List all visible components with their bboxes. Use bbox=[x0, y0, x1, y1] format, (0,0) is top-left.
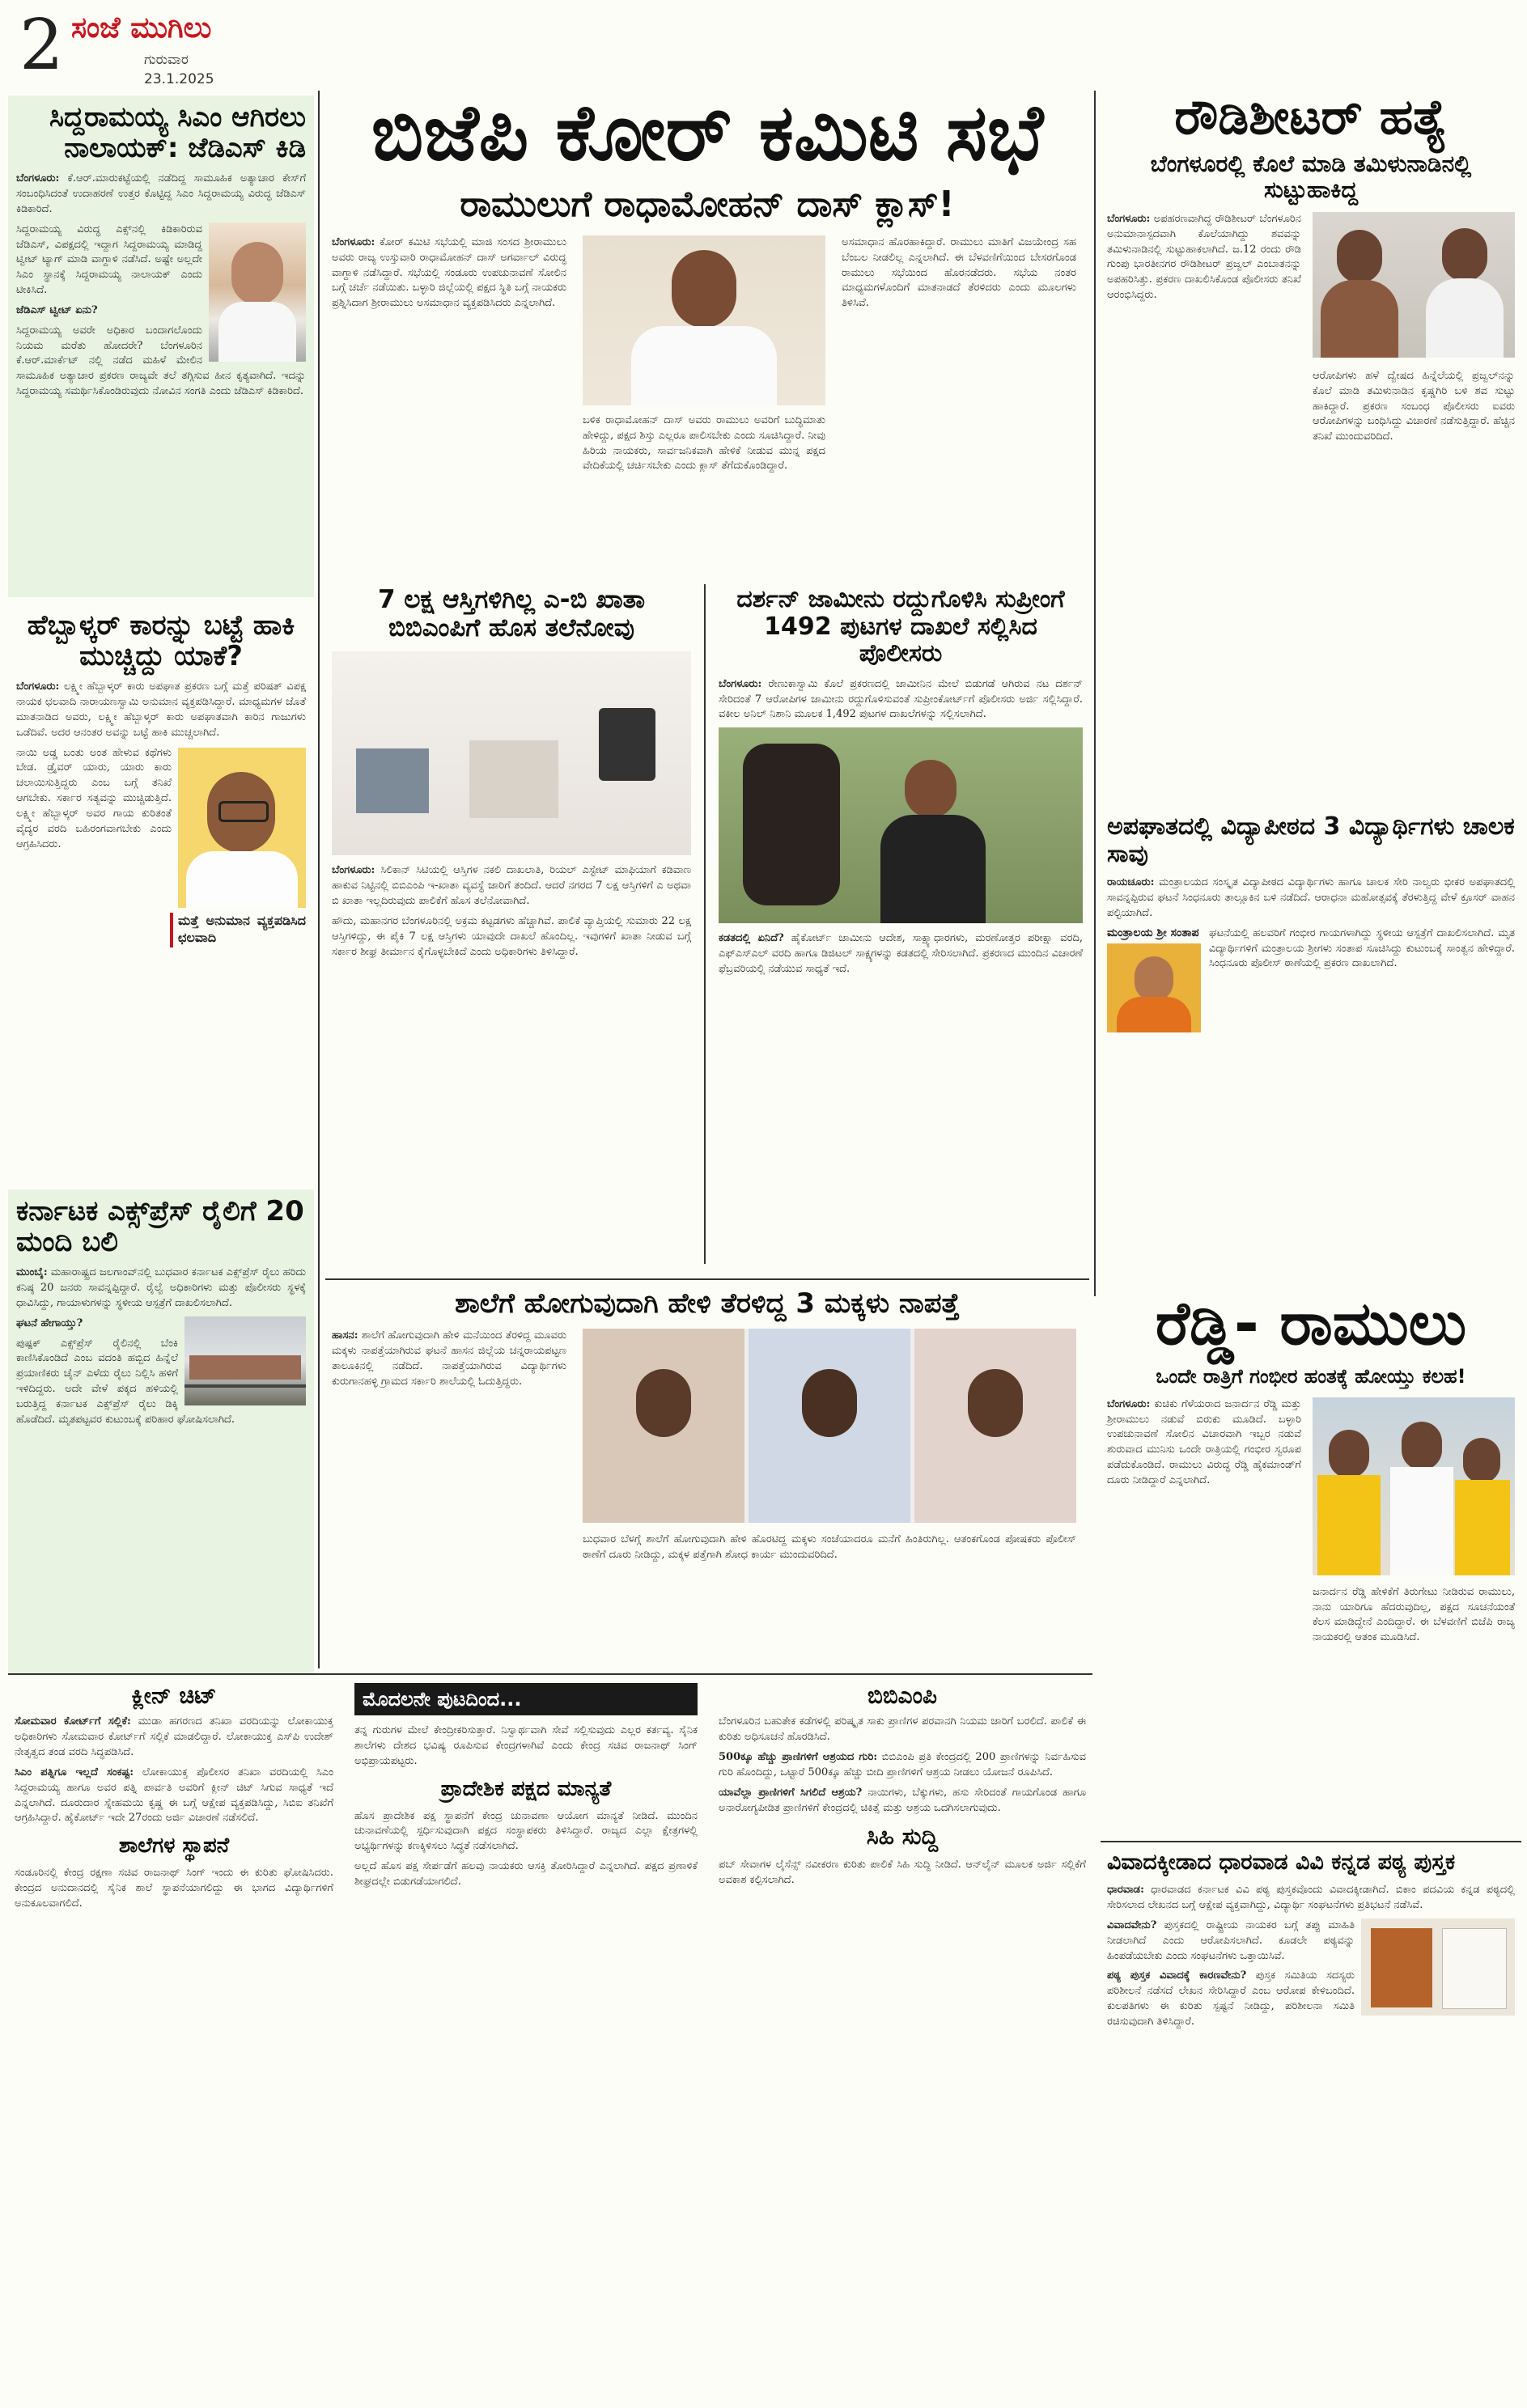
headline: ಸಿದ್ದರಾಮಯ್ಯ ಸಿಎಂ ಆಗಿರಲು ನಾಲಾಯಕ್: ಜೆಡಿಎಸ್ ಕಿಡಿ bbox=[49, 101, 306, 165]
siddaramaiah-photo bbox=[209, 223, 306, 362]
headline: ಕರ್ನಾಟಕ ಎಕ್ಸ್‌ಪ್ರೆಸ್ ರೈಲಿಗೆ 20 ಮಂದಿ ಬಲಿ bbox=[16, 1195, 304, 1259]
story-siddaramaiah bbox=[8, 95, 314, 597]
story-rowdy: ರೌಡಿಶೀಟರ್ ಹತ್ಯೆ ಬೆಂಗಳೂರಲ್ಲಿ ಕೊಲೆ ಮಾಡಿ ತಮಿಳುನಾಡಿನಲ್ಲಿ ಸುಟ್ಟುಹಾಕಿದ್ದ ಬೆಂಗಳೂರು: ಅಪಹರಣವಾಗಿದ್ದ ರೌಡಿಶೀಟರ್ ಬೆಂಗಳೂರಿನ ಅನುಮಾನಾಸ್ಪದವಾಗಿ ಕೊಲೆಯಾಗಿದ್ದು ಶವವನ್ನು ತಮಿಳುನಾಡಿನಲ್ಲಿ ಸುಟ್ಟುಹಾಕಲಾಗಿದೆ. ಜ.12 ರಂದು ರೌಡಿ ಗುಂಪು ಭಾರತೀನಗರ ರೌಡಿಶೀಟರ್ ಪ್ರಜ್ವಲ್ ಎಂಬಾತನನ್ನು ಅಪಹರಿಸಿತ್ತು. ಪ್ರಕರಣ ದಾಖಲಿಸಿಕೊಂಡ ಪೊಲೀಸರು ತನಿಖೆ ಆರಂಭಿಸಿದ್ದರು. ಆರೋಪಿಗಳು ಹಳೆ ದ್ವೇಷದ ಹಿನ್ನೆಲೆಯಲ್ಲಿ ಪ್ರಜ್ವಲ್‌ನನ್ನು ಕೊಲೆ ಮಾಡಿ ತಮಿಳುನಾಡಿನ ಕೃಷ್ಣಗಿರಿ ಬಳಿ ಶವ ಸುಟ್ಟು ಹಾಕಿದ್ದಾರೆ. ಪ್ರಕರಣ ಸಂಬಂಧ ಪೊಲೀಸರು ಐವರು ಆರೋಪಿಗಳನ್ನು ಬಂಧಿಸಿದ್ದು ವಿಚಾರಣೆ ನಡೆಸುತ್ತಿದ್ದಾರೆ. ಹೆಚ್ಚಿನ ತನಿಖೆ ಮುಂದುವರಿದಿದೆ. bbox=[1107, 91, 1515, 443]
story-body: ಬೆಂಗಳೂರಿನ ಬಹುತೇಕ ಕಡೆಗಳಲ್ಲಿ ಪರಿಷ್ಕೃತ ಸಾಕು ಪ್ರಾಣಿಗಳ ಪರವಾನಗಿ ನಿಯಮ ಜಾರಿಗೆ ಬರಲಿದೆ. ಪಾಲಿಕೆ ಈ ಕುರಿತು ಅಧಿಸೂಚನೆ ಹೊರಡಿಸಿದೆ. 500ಕ್ಕೂ ಹೆಚ್ಚು ಪ್ರಾಣಿಗಳಿಗೆ ಆಶ್ರಯದ ಗುರಿ: ಬಿಬಿಎಂಪಿ ಪ್ರತಿ ಕೇಂದ್ರದಲ್ಲಿ 200 ಪ್ರಾಣಿಗಳನ್ನು ನಿರ್ವಹಿಸುವ ಗುರಿ ಹೊಂದಿದ್ದು, ಒಟ್ಟಾರೆ 500ಕ್ಕೂ ಹೆಚ್ಚು ಬೀದಿ ಪ್ರಾಣಿಗಳಿಗೆ ಆಶ್ರಯ ನೀಡಲು ಯೋಜನೆ ರೂಪಿಸಿದೆ. ಯಾವೆಲ್ಲಾ ಪ್ರಾಣಿಗಳಿಗೆ ಸಿಗಲಿದೆ ಆಶ್ರಯ? ನಾಯಿಗಳು, ಬೆಕ್ಕುಗಳು, ಹಸು ಸೇರಿದಂತೆ ಗಾಯಗೊಂಡ ಹಾಗೂ ಅನಾರೋಗ್ಯಪೀಡಿತ ಪ್ರಾಣಿಗಳಿಗೆ ಕೇಂದ್ರದಲ್ಲಿ ಚಿಕಿತ್ಸೆ ಮತ್ತು ಆಶ್ರಯ ಒದಗಿಸಲಾಗುವುದು. ಸಿಹಿ ಸುದ್ದಿ ಪಬ್ ಸೇವಾಗಳ ಲೈಸೆನ್ಸ್ ನವೀಕರಣ ಕುರಿತು ಪಾಲಿಕೆ ಸಿಹಿ ಸುದ್ದಿ ನೀಡಿದೆ. ಆನ್‌ಲೈನ್ ಮೂಲಕ ಅರ್ಜಿ ಸಲ್ಲಿಕೆಗೆ ಅವಕಾಶ ಕಲ್ಪಿಸಲಾಗಿದೆ. bbox=[719, 1715, 1087, 1886]
swamiji-photo bbox=[1107, 943, 1201, 1032]
story-continued bbox=[348, 1683, 704, 2403]
callout: ಮತ್ತೆ ಅನುಮಾನ ವ್ಯಕ್ತಪಡಿಸಿದ ಛಲವಾದಿ bbox=[170, 913, 306, 948]
inset-box: ಮಂತ್ರಾಲಯ ಶ್ರೀ ಸಂತಾಪ bbox=[1107, 926, 1201, 1033]
property-photo bbox=[332, 651, 691, 855]
train-photo bbox=[185, 1316, 306, 1405]
rule-right bbox=[1094, 91, 1096, 1296]
subhead: ರಾಮುಲುಗೆ ರಾಧಾಮೋಹನ್ ದಾಸ್ ಕ್ಲಾಸ್! bbox=[460, 183, 955, 225]
story-bbmp-continued bbox=[712, 1683, 1092, 2403]
darshan-photo bbox=[719, 727, 1083, 923]
headline: ಶಾಲೆಗೆ ಹೋಗುವುದಾಗಿ ಹೇಳಿ ತೆರಳಿದ್ದ 3 ಮಕ್ಕಳು ನಾಪತ್ತೆ bbox=[455, 1287, 960, 1320]
sriramulu-photo bbox=[583, 235, 825, 405]
rowdy-photo bbox=[1313, 212, 1515, 358]
story-bjp-core: ಬಿಜೆಪಿ ಕೋರ್ ಕಮಿಟಿ ಸಭೆ ರಾಮುಲುಗೆ ರಾಧಾಮೋಹನ್ ದಾಸ್ ಕ್ಲಾಸ್! ಬೆಂಗಳೂರು: ಕೋರ್ ಕಮಿಟಿ ಸಭೆಯಲ್ಲಿ ಮಾಜಿ ಸಂಸದ ಶ್ರೀರಾಮುಲು ಅವರು ರಾಜ್ಯ ಉಸ್ತುವಾರಿ ರಾಧಾಮೋಹನ್ ದಾಸ್ ಅಗರ್ವಾಲ್ ವಿರುದ್ಧ ವಾಗ್ದಾಳಿ ನಡೆಸಿದ್ದಾರೆ. ಸಭೆಯಲ್ಲಿ ಸಂಡೂರು ಉಪಚುನಾವಣೆ ಸೋಲಿನ ಬಗ್ಗೆ ಚರ್ಚೆ ನಡೆಯಿತು. ಬಳ್ಳಾರಿ ಜಿಲ್ಲೆಯಲ್ಲಿ ಪಕ್ಷದ ಸ್ಥಿತಿ ಬಗ್ಗೆ ನಾಯಕರು ಪ್ರಶ್ನಿಸಿದಾಗ ಶ್ರೀರಾಮುಲು ಅಸಮಾಧಾನ ವ್ಯಕ್ತಪಡಿಸಿದರು ಎನ್ನಲಾಗಿದೆ. ಬಳಿಕ ರಾಧಾಮೋಹನ್ ದಾಸ್ ಅವರು ರಾಮುಲು ಅವರಿಗೆ ಬುದ್ಧಿಮಾತು ಹೇಳಿದ್ದು, ಪಕ್ಷದ ಶಿಸ್ತು ಎಲ್ಲರೂ ಪಾಲಿಸಬೇಕು ಎಂದು ಸೂಚಿಸಿದ್ದಾರೆ. ನೀವು ಹಿರಿಯ ನಾಯಕರು, ಸಾರ್ವಜನಿಕವಾಗಿ ಹೇಳಿಕೆ ನೀಡುವ ಮುನ್ನ ಪಕ್ಷದ ವೇದಿಕೆಯಲ್ಲಿ ಚರ್ಚಿಸಬೇಕು ಎಂದು ಕ್ಲಾಸ್ ತೆಗೆದುಕೊಂಡಿದ್ದಾರೆ. ಅಸಮಾಧಾನ ಹೊರಹಾಕಿದ್ದಾರೆ. ರಾಮುಲು ಮಾತಿಗೆ ವಿಜಯೇಂದ್ರ ಸಹ ಬೆಂಬಲ ನೀಡಲಿಲ್ಲ ಎನ್ನಲಾಗಿದೆ. ಈ ಬೆಳವಣಿಗೆಯಿಂದ ಬೇಸರಗೊಂಡ ರಾಮುಲು ಸಭೆಯಿಂದ ಹೊರನಡೆದರು. ಸಭೆಯ ನಂತರ ಮಾಧ್ಯಮಗಳೊಂದಿಗೆ ಮಾತನಾಡದೆ ತೆರಳಿದರು ಎಂದು ಮೂಲಗಳು ತಿಳಿಸಿವೆ. bbox=[325, 91, 1089, 576]
headline: ವಿವಾದಕ್ಕೀಡಾದ ಧಾರವಾಡ ವಿವಿ ಕನ್ನಡ ಪಠ್ಯ ಪುಸ್ತಕ bbox=[1107, 1850, 1456, 1875]
page-number: 2 bbox=[19, 6, 64, 86]
textbook-photo bbox=[1361, 1918, 1515, 2016]
story-body: ತನ್ನ ಗುರುಗಳ ಮೇಲೆ ಕೇಂದ್ರೀಕರಿಸುತ್ತಾರೆ. ನಿಸ್ವಾರ್ಥವಾಗಿ ಸೇವೆ ಸಲ್ಲಿಸುವುದು ಎಲ್ಲರ ಕರ್ತವ್ಯ. ಸೈನಿಕ ಶಾಲೆಗಳು ದೇಶದ ಭವಿಷ್ಯ ರೂಪಿಸುವ ಕೇಂದ್ರಗಳಾಗಿವೆ ಎಂದು ಕೇಂದ್ರ ಸಚಿವ ರಾಜನಾಥ್ ಸಿಂಗ್ ಅಭಿಪ್ರಾಯಪಟ್ಟರು. ಪ್ರಾದೇಶಿಕ ಪಕ್ಷದ ಮಾನ್ಯತೆ ಹೊಸ ಪ್ರಾದೇಶಿಕ ಪಕ್ಷ ಸ್ಥಾಪನೆಗೆ ಕೇಂದ್ರ ಚುನಾವಣಾ ಆಯೋಗ ಮಾನ್ಯತೆ ನೀಡಿದೆ. ಮುಂದಿನ ಚುನಾವಣೆಯಲ್ಲಿ ಸ್ಪರ್ಧಿಸುವುದಾಗಿ ಪಕ್ಷದ ಸಂಸ್ಥಾಪಕರು ತಿಳಿಸಿದ್ದಾರೆ. ರಾಜ್ಯದ ಎಲ್ಲಾ ಕ್ಷೇತ್ರಗಳಲ್ಲಿ ಅಭ್ಯರ್ಥಿಗಳನ್ನು ಕಣಕ್ಕಿಳಿಸಲು ಸಿದ್ಧತೆ ನಡೆಸಲಾಗಿದೆ. ಅಲ್ಲದೆ ಹೊಸ ಪಕ್ಷ ಸೇರ್ಪಡೆಗೆ ಹಲವು ನಾಯಕರು ಆಸಕ್ತಿ ತೋರಿಸಿದ್ದಾರೆ ಎನ್ನಲಾಗಿದೆ. ಪಕ್ಷದ ಪ್ರಣಾಳಿಕೆ ಶೀಘ್ರದಲ್ಲೇ ಬಿಡುಗಡೆಯಾಗಲಿದೆ. bbox=[354, 1724, 698, 1889]
story-body: ಬೆಂಗಳೂರು: ಲಕ್ಷ್ಮೀ ಹೆಬ್ಬಾಳ್ಕರ್ ಕಾರು ಅಪಘಾತ ಪ್ರಕರಣ ಬಗ್ಗೆ ಮತ್ತೆ ಪರಿಷತ್ ವಿಪಕ್ಷ ನಾಯಕ ಛಲವಾದಿ ನಾರಾಯಣಸ್ವಾಮಿ ಅನುಮಾನ ವ್ಯಕ್ತಪಡಿಸಿದ್ದಾರೆ. ಮಾಧ್ಯಮಗಳ ಜೊತೆ ಮಾತನಾಡಿದ ಅವರು, ಲಕ್ಷ್ಮೀ ಹೆಬ್ಬಾಳ್ಕರ್ ಕಾರು ಅಪಘಾತವಾಗಿ ಕಾರಿನ ಗಾಜುಗಳು ಒಡೆದಿವೆ. ಅದರ ಆನಂತರ ಅವನ್ನು ಬಟ್ಟೆ ಹಾಕಿ ಮುಚ್ಚಲಾಗಿದೆ. ಮತ್ತೆ ಅನುಮಾನ ವ್ಯಕ್ತಪಡಿಸಿದ ಛಲವಾದಿ ನಾಯಿ ಅಡ್ಡ ಬಂತು ಅಂತ ಹೇಳುವ ಕಥೆಗಳು ಬೇಡ. ಡ್ರೈವರ್ ಯಾರು, ಯಾರು ಕಾರು ಚಲಾಯಿಸುತ್ತಿದ್ದರು ಎಂಬ ಬಗ್ಗೆ ತನಿಖೆ ಆಗಬೇಕು. ಸರ್ಕಾರ ಸತ್ಯವನ್ನು ಮುಚ್ಚಿಡುತ್ತಿದೆ. ಲಕ್ಷ್ಮೀ ಹೆಬ್ಬಾಳ್ಕರ್ ಅವರ ಗಾಯ ಕುರಿತಂತೆ ವೈದ್ಯರ ವರದಿ ಬಹಿರಂಗವಾಗಬೇಕು ಎಂದು ಆಗ್ರಹಿಸಿದರು. bbox=[16, 680, 306, 852]
missing-kids-photos bbox=[583, 1329, 1076, 1523]
story-body: ಬೆಂಗಳೂರು: ಸಿಲಿಕಾನ್ ಸಿಟಿಯಲ್ಲಿ ಆಸ್ತಿಗಳ ನಕಲಿ ದಾಖಲಾತಿ, ರಿಯಲ್ ಎಸ್ಟೇಟ್ ಮಾಫಿಯಾಗೆ ಕಡಿವಾಣ ಹಾಕುವ ನಿಟ್ಟಿನಲ್ಲಿ ಬಿಬಿಎಂಪಿ ಇ-ಖಾತಾ ವ್ಯವಸ್ಥೆ ಜಾರಿಗೆ ತಂದಿದೆ. ಆದರೆ ನಗರದ 7 ಲಕ್ಷ ಆಸ್ತಿಗಳಿಗೆ ಎ ಅಥವಾ ಬಿ ಖಾತಾ ಇಲ್ಲದಿರುವುದು ಪಾಲಿಕೆಗೆ ಹೊಸ ತಲೆನೋವಾಗಿದೆ. ಹೌದು, ಮಹಾನಗರ ಬೆಂಗಳೂರಿನಲ್ಲಿ ಅಕ್ರಮ ಕಟ್ಟಡಗಳು ಹೆಚ್ಚಾಗಿವೆ. ಪಾಲಿಕೆ ವ್ಯಾಪ್ತಿಯಲ್ಲಿ ಸುಮಾರು 22 ಲಕ್ಷ ಆಸ್ತಿಗಳಿದ್ದು, ಈ ಪೈಕಿ 7 ಲಕ್ಷ ಆಸ್ತಿಗಳು ಯಾವುದೇ ದಾಖಲೆ ಹೊಂದಿಲ್ಲ. ಇವುಗಳಿಗೆ ಖಾತಾ ನೀಡುವ ಬಗ್ಗೆ ಸರ್ಕಾರ ಶೀಘ್ರ ತೀರ್ಮಾನ ಕೈಗೊಳ್ಳಬೇಕಿದೆ ಎಂದು ಅಧಿಕಾರಿಗಳು ತಿಳಿಸಿದ್ದಾರೆ. bbox=[332, 864, 691, 958]
story-kids-missing: ಶಾಲೆಗೆ ಹೋಗುವುದಾಗಿ ಹೇಳಿ ತೆರಳಿದ್ದ 3 ಮಕ್ಕಳು ನಾಪತ್ತೆ ಹಾಸನ: ಶಾಲೆಗೆ ಹೋಗುವುದಾಗಿ ಹೇಳಿ ಮನೆಯಿಂದ ತೆರಳಿದ್ದ ಮೂವರು ಮಕ್ಕಳು ನಾಪತ್ತೆಯಾಗಿರುವ ಘಟನೆ ಹಾಸನ ಜಿಲ್ಲೆಯ ಚನ್ನರಾಯಪಟ್ಟಣ ತಾಲೂಕಿನಲ್ಲಿ ನಡೆದಿದೆ. ನಾಪತ್ತೆಯಾಗಿರುವ ವಿದ್ಯಾರ್ಥಿಗಳು ಕುರುಗಾನಹಳ್ಳಿ ಗ್ರಾಮದ ಸರ್ಕಾರಿ ಶಾಲೆಯಲ್ಲಿ ಓದುತ್ತಿದ್ದರು. ಬುಧವಾರ ಬೆಳಗ್ಗೆ ಶಾಲೆಗೆ ಹೋಗುವುದಾಗಿ ಹೇಳಿ ಹೊರಟಿದ್ದ ಮಕ್ಕಳು ಸಂಜೆಯಾದರೂ ಮನೆಗೆ ಹಿಂತಿರುಗಿಲ್ಲ. ಆತಂಕಗೊಂಡ ಪೋಷಕರು ಪೊಲೀಸ್ ಠಾಣೆಗೆ ದೂರು ನೀಡಿದ್ದು, ಮಕ್ಕಳ ಪತ್ತೆಗಾಗಿ ಶೋಧ ಕಾರ್ಯ ಮುಂದುವರಿದಿದೆ. bbox=[325, 1278, 1089, 1667]
story-dharwad bbox=[1101, 1841, 1521, 2403]
story-body: ಬೆಂಗಳೂರು: ರೇಣುಕಾಸ್ವಾಮಿ ಕೊಲೆ ಪ್ರಕರಣದಲ್ಲಿ ಜಾಮೀನಿನ ಮೇಲೆ ಬಿಡುಗಡೆ ಆಗಿರುವ ನಟ ದರ್ಶನ್ ಸೇರಿದಂತೆ 7 ಆರೋಪಿಗಳ ಜಾಮೀನು ರದ್ದುಗೊಳಿಸುವಂತೆ ಸುಪ್ರೀಂಕೋರ್ಟ್‌ಗೆ ಪೊಲೀಸರು ಅರ್ಜಿ ಸಲ್ಲಿಸಿದ್ದಾರೆ. ವಕೀಲ ಅನಿಲ್ ನಿಶಾನಿ ಮೂಲಕ 1,492 ಪುಟಗಳ ದಾಖಲೆಗಳನ್ನು ಸಲ್ಲಿಸಲಾಗಿದೆ. bbox=[719, 677, 1083, 721]
subhead: ಬೆಂಗಳೂರಲ್ಲಿ ಕೊಲೆ ಮಾಡಿ ತಮಿಳುನಾಡಿನಲ್ಲಿ ಸುಟ್ಟುಹಾಕಿದ್ದ bbox=[1150, 150, 1472, 203]
continued-banner: ಮೊದಲನೇ ಪುಟದಿಂದ... bbox=[354, 1683, 698, 1715]
headline: ಅಪಘಾತದಲ್ಲಿ ವಿದ್ಯಾಪೀಠದ 3 ವಿದ್ಯಾರ್ಥಿಗಳು ಚಾಲಕ ಸಾವು bbox=[1107, 813, 1515, 868]
story-karnataka-express bbox=[8, 1189, 314, 1675]
story-body: ರಾಯಚೂರು: ಮಂತ್ರಾಲಯದ ಸಂಸ್ಕೃತ ವಿದ್ಯಾಪೀಠದ ವಿದ್ಯಾರ್ಥಿಗಳು ಹಾಗೂ ಚಾಲಕ ಸೇರಿ ನಾಲ್ವರು ಭೀಕರ ಅಪಘಾತದಲ್ಲಿ ಸಾವನ್ನಪ್ಪಿರುವ ಘಟನೆ ಸಿಂಧನೂರು ತಾಲ್ಲೂಕಿನ ಬಳಿ ನಡೆದಿದೆ. ಆರಾಧನಾ ಮಹೋತ್ಸವಕ್ಕೆ ತೆರಳುತ್ತಿದ್ದ ವೇಳೆ ಕ್ರೂಸರ್ ವಾಹನ ಪಲ್ಟಿಯಾಗಿದೆ. ಮಂತ್ರಾಲಯ ಶ್ರೀ ಸಂತಾಪ ಘಟನೆಯಲ್ಲಿ ಹಲವರಿಗೆ ಗಂಭೀರ ಗಾಯಗಳಾಗಿದ್ದು ಸ್ಥಳೀಯ ಆಸ್ಪತ್ರೆಗೆ ದಾಖಲಿಸಲಾಗಿದೆ. ಮೃತ ವಿದ್ಯಾರ್ಥಿಗಳಿಗೆ ಮಂತ್ರಾಲಯ ಶ್ರೀಗಳು ಸಂತಾಪ ಸೂಚಿಸಿದ್ದು ಕುಟುಂಬಕ್ಕೆ ಸಾಂತ್ವನ ಹೇಳಿದ್ದಾರೆ. ಸಿಂಧನೂರು ಪೊಲೀಸ್ ಠಾಣೆಯಲ್ಲಿ ಪ್ರಕರಣ ದಾಖಲಾಗಿದೆ. bbox=[1107, 875, 1515, 972]
story-body: ಮುಂಬೈ: ಮಹಾರಾಷ್ಟ್ರದ ಜಲಗಾಂವ್‌ನಲ್ಲಿ ಬುಧವಾರ ಕರ್ನಾಟಕ ಎಕ್ಸ್‌ಪ್ರೆಸ್ ರೈಲು ಹರಿದು ಕನಿಷ್ಠ 20 ಜನರು ಸಾವನ್ನಪ್ಪಿದ್ದಾರೆ. ರೈಲ್ವೆ ಅಧಿಕಾರಿಗಳು ಮತ್ತು ಪೊಲೀಸರು ಸ್ಥಳಕ್ಕೆ ಧಾವಿಸಿದ್ದು, ಗಾಯಾಳುಗಳನ್ನು ಸ್ಥಳೀಯ ಆಸ್ಪತ್ರೆಗೆ ದಾಖಲಿಸಲಾಗಿದೆ. ಘಟನೆ ಹೇಗಾಯ್ತು? ಪುಷ್ಪಕ್ ಎಕ್ಸ್‌ಪ್ರೆಸ್ ರೈಲಿನಲ್ಲಿ ಬೆಂಕಿ ಕಾಣಿಸಿಕೊಂಡಿದೆ ಎಂಬ ವದಂತಿ ಹಬ್ಬಿದ ಹಿನ್ನೆಲೆ ಪ್ರಯಾಣಿಕರು ಚೈನ್ ಎಳೆದು ರೈಲು ನಿಲ್ಲಿಸಿ ಹಳಿಗೆ ಇಳಿದಿದ್ದರು. ಅದೇ ವೇಳೆ ಪಕ್ಕದ ಹಳಿಯಲ್ಲಿ ಬರುತ್ತಿದ್ದ ಕರ್ನಾಟಕ ಎಕ್ಸ್‌ಪ್ರೆಸ್ ರೈಲು ಡಿಕ್ಕಿ ಹೊಡೆದಿದೆ. ಮೃತಪಟ್ಟವರ ಕುಟುಂಬಕ್ಕೆ ಪರಿಹಾರ ಘೋಷಿಸಲಾಗಿದೆ. bbox=[16, 1266, 306, 1426]
headline: ರೌಡಿಶೀಟರ್ ಹತ್ಯೆ bbox=[1174, 91, 1448, 146]
headline: 7 ಲಕ್ಷ ಆಸ್ತಿಗಳಿಗಿಲ್ಲ ಎ-ಬಿ ಖಾತಾ ಬಿಬಿಎಂಪಿಗೆ ಹೊಸ ತಲೆನೋವು bbox=[377, 586, 646, 642]
headline: ರೆಡ್ಡಿ- ರಾಮುಲು bbox=[1155, 1291, 1467, 1359]
story-bbmp-khata bbox=[325, 586, 698, 1265]
headline: ಬಿಜೆಪಿ ಕೋರ್ ಕಮಿಟಿ ಸಭೆ bbox=[371, 91, 1044, 178]
chalavadi-photo bbox=[178, 748, 306, 908]
story-body: ಸೋಮವಾರ ಕೋರ್ಟ್‌ಗೆ ಸಲ್ಲಿಕೆ: ಮುಡಾ ಹಗರಣದ ತನಿಖಾ ವರದಿಯನ್ನು ಲೋಕಾಯುಕ್ತ ಅಧಿಕಾರಿಗಳು ಸೋಮವಾರ ಕೋರ್ಟ್‌ಗೆ ಸಲ್ಲಿಕೆ ಮಾಡಲಿದ್ದಾರೆ. ಲೋಕಾಯುಕ್ತ ಎಸ್‌ಪಿ ಉದೇಶ್ ನೇತೃತ್ವದ ತಂಡ ವರದಿ ಸಿದ್ಧಪಡಿಸಿದೆ. ಸಿಎಂ ಪತ್ನಿಗೂ ಇಲ್ಲದೆ ಸಂಕಷ್ಟ: ಲೋಕಾಯುಕ್ತ ಪೊಲೀಸರ ತನಿಖಾ ವರದಿಯಲ್ಲಿ ಸಿಎಂ ಸಿದ್ದರಾಮಯ್ಯ ಹಾಗೂ ಅವರ ಪತ್ನಿ ಪಾರ್ವತಿ ಅವರಿಗೆ ಕ್ಲೀನ್ ಚಿಟ್ ಸಿಗುವ ಸಾಧ್ಯತೆ ಇದೆ ಎನ್ನಲಾಗಿದೆ. ದೂರುದಾರ ಸ್ನೇಹಮಯಿ ಕೃಷ್ಣ ಈ ಬಗ್ಗೆ ಆಕ್ಷೇಪ ವ್ಯಕ್ತಪಡಿಸಿದ್ದು, ಸಿಬಿಐ ತನಿಖೆಗೆ ಆಗ್ರಹಿಸಿದ್ದಾರೆ. ಹೈಕೋರ್ಟ್ ಇದೇ 27ರಂದು ಅರ್ಜಿ ವಿಚಾರಣೆ ನಡೆಸಲಿದೆ. ಶಾಲೆಗಳ ಸ್ಥಾಪನೆ ಸಂಡೂರಿನಲ್ಲಿ ಕೇಂದ್ರ ರಕ್ಷಣಾ ಸಚಿವ ರಾಜನಾಥ್ ಸಿಂಗ್ ಇಂದು ಈ ಕುರಿತು ಘೋಷಿಸಿದರು. ಕೇಂದ್ರದ ಅನುದಾನದಲ್ಲಿ ಸೈನಿಕ ಶಾಲೆ ಸ್ಥಾಪನೆಯಾಗಲಿದ್ದು ಈ ಭಾಗದ ವಿದ್ಯಾರ್ಥಿಗಳಿಗೆ ಅನುಕೂಲವಾಗಲಿದೆ. bbox=[15, 1715, 333, 1910]
weekday: ಗುರುವಾರ bbox=[144, 52, 189, 68]
headline: ಬಿಬಿಎಂಪಿ bbox=[867, 1683, 937, 1709]
story-hebbalkar bbox=[8, 605, 314, 1180]
issue-date: 23.1.2025 bbox=[144, 71, 214, 87]
story-darshan: ದರ್ಶನ್ ಜಾಮೀನು ರದ್ದುಗೊಳಿಸಿ ಸುಪ್ರೀಂಗೆ 1492 ಪುಟಗಳ ದಾಖಲೆ ಸಲ್ಲಿಸಿದ ಪೊಲೀಸರು ಬೆಂಗಳೂರು: ರೇಣುಕಾಸ್ವಾಮಿ ಕೊಲೆ ಪ್ರಕರಣದಲ್ಲಿ ಜಾಮೀನಿನ ಮೇಲೆ ಬಿಡುಗಡೆ ಆಗಿರುವ ನಟ ದರ್ಶನ್ ಸೇರಿದಂತೆ 7 ಆರೋಪಿಗಳ ಜಾಮೀನು ರದ್ದುಗೊಳಿಸುವಂತೆ ಸುಪ್ರೀಂಕೋರ್ಟ್‌ಗೆ ಪೊಲೀಸರು ಅರ್ಜಿ ಸಲ್ಲಿಸಿದ್ದಾರೆ. ವಕೀಲ ಅನಿಲ್ ನಿಶಾನಿ ಮೂಲಕ 1,492 ಪುಟಗಳ ದಾಖಲೆಗಳನ್ನು ಸಲ್ಲಿಸಲಾಗಿದೆ. ಕಡತದಲ್ಲಿ ಏನಿದೆ? ಹೈಕೋರ್ಟ್ ಜಾಮೀನು ಆದೇಶ, ಸಾಕ್ಷ್ಯಾಧಾರಗಳು, ಮರಣೋತ್ತರ ಪರೀಕ್ಷಾ ವರದಿ, ಎಫ್‌ಎಸ್‌ಎಲ್ ವರದಿ ಹಾಗೂ ಡಿಜಿಟಲ್ ಸಾಕ್ಷ್ಯಗಳನ್ನು ಕಡತದಲ್ಲಿ ಸೇರಿಸಲಾಗಿದೆ. ಪ್ರಕರಣದ ಮುಂದಿನ ವಿಚಾರಣೆ ಫೆಬ್ರವರಿಯಲ್ಲಿ ನಡೆಯುವ ಸಾಧ್ಯತೆ ಇದೆ. bbox=[719, 586, 1084, 975]
headline: ಕ್ಲೀನ್ ಚಿಟ್ bbox=[131, 1683, 217, 1709]
story-mantralaya bbox=[1101, 813, 1521, 1282]
rule-left bbox=[318, 91, 320, 1668]
headline: ಹೆಬ್ಬಾಳ್ಕರ್ ಕಾರನ್ನು ಬಟ್ಟೆ ಹಾಕಿ ಮುಚ್ಚಿದ್ದು ಯಾಕೆ? bbox=[27, 609, 295, 673]
rule-horizontal-lower bbox=[8, 1673, 1092, 1675]
story-body: ಬೆಂಗಳೂರು: ಕೆ.ಆರ್.ಮಾರುಕಟ್ಟೆಯಲ್ಲಿ ನಡೆದಿದ್ದ ಸಾಮೂಹಿಕ ಅತ್ಯಾಚಾರ ಕೇಸ್‌ಗೆ ಸಂಬಂಧಿಸಿದಂತೆ ಉದಾಹರಣೆ ಉತ್ತರ ಕೊಟ್ಟಿದ್ದ ಸಿಎಂ ಸಿದ್ದರಾಮಯ್ಯ ವಿರುದ್ಧ ಜೆಡಿಎಸ್ ಕಿಡಿಕಾರಿದೆ. ಸಿದ್ದರಾಮಯ್ಯ ವಿರುದ್ಧ ಎಕ್ಸ್‌ನಲ್ಲಿ ಕಿಡಿಕಾರಿರುವ ಜೆಡಿಎಸ್, ವಿಪಕ್ಷದಲ್ಲಿ ಇದ್ದಾಗ ಸಿದ್ದರಾಮಯ್ಯ ಮಾಡಿದ್ದ ಟ್ವೀಟ್ ಟ್ಯಾಗ್ ಮಾಡಿ ವಾಗ್ದಾಳಿ ನಡೆಸಿದೆ. ಅಷ್ಟೇ ಅಲ್ಲದೇ ಸಿಎಂ ಸ್ಥಾನಕ್ಕೆ ಸಿದ್ದರಾಮಯ್ಯ ನಾಲಾಯಕ್ ಎಂದು ಟೀಕಿಸಿದೆ. ಜೆಡಿಎಸ್ ಟ್ವೀಟ್ ಏನು? ಸಿದ್ದರಾಮಯ್ಯ ಅವರೇ ಅಧಿಕಾರ ಬಂದಾಗಲೊಂದು ನಿಯಮ ಮರೆತು ಹೋದರೇ? ಬೆಂಗಳೂರಿನ ಕೆ.ಆರ್.ಮಾರ್ಕೆಟ್ ನಲ್ಲಿ ನಡೆದ ಮಹಿಳೆ ಮೇಲಿನ ಸಾಮೂಹಿಕ ಅತ್ಯಾಚಾರ ಪ್ರಕರಣ ರಾಜ್ಯವೇ ತಲೆ ತಗ್ಗಿಸುವ ಹೀನ ಕೃತ್ಯವಾಗಿದೆ. ಇದನ್ನು ಸಿದ್ದರಾಮಯ್ಯ ಸಮರ್ಥಿಸಿಕೊಂಡಿರುವುದು ನೋವಿನ ಸಂಗತಿ ಎಂದು ಜೆಡಿಎಸ್ ಕಿಡಿಕಾರಿದೆ. bbox=[16, 172, 306, 398]
rule-mid bbox=[704, 584, 706, 1264]
story-clean-chit bbox=[8, 1683, 340, 2403]
reddy-ramulu-photo bbox=[1313, 1397, 1515, 1575]
story-reddy-ramulu: ರೆಡ್ಡಿ- ರಾಮುಲು ಒಂದೇ ರಾತ್ರಿಗೆ ಗಂಭೀರ ಹಂತಕ್ಕೆ ಹೋಯ್ತು ಕಲಹ! ಬೆಂಗಳೂರು: ಕುಚಿಕು ಗೆಳೆಯರಾದ ಜನಾರ್ದನ ರೆಡ್ಡಿ ಮತ್ತು ಶ್ರೀರಾಮುಲು ನಡುವೆ ಬಿರುಕು ಮೂಡಿದೆ. ಬಳ್ಳಾರಿ ಉಪಚುನಾವಣೆ ಸೋಲಿನ ವಿಚಾರವಾಗಿ ಇಬ್ಬರ ನಡುವೆ ಶುರುವಾದ ಮುನಿಸು ಒಂದೇ ರಾತ್ರಿಯಲ್ಲಿ ಗಂಭೀರ ಸ್ವರೂಪ ಪಡೆದುಕೊಂಡಿದೆ. ರಾಮುಲು ವಿರುದ್ಧ ರೆಡ್ಡಿ ಹೈಕಮಾಂಡ್‌ಗೆ ದೂರು ನೀಡಿದ್ದಾರೆ ಎನ್ನಲಾಗಿದೆ. ಜನಾರ್ದನ ರೆಡ್ಡಿ ಹೇಳಿಕೆಗೆ ತಿರುಗೇಟು ನೀಡಿರುವ ರಾಮುಲು, ನಾನು ಯಾರಿಗೂ ಹೆದರುವುದಿಲ್ಲ, ಪಕ್ಷದ ಸೂಚನೆಯಂತೆ ಕೆಲಸ ಮಾಡಿದ್ದೇನೆ ಎಂದಿದ್ದಾರೆ. ಈ ಬೆಳವಣಿಗೆ ಬಿಜೆಪಿ ರಾಜ್ಯ ನಾಯಕರಲ್ಲಿ ಆತಂಕ ಮೂಡಿಸಿದೆ. bbox=[1107, 1291, 1515, 1644]
subhead: ಒಂದೇ ರಾತ್ರಿಗೆ ಗಂಭೀರ ಹಂತಕ್ಕೆ ಹೋಯ್ತು ಕಲಹ! bbox=[1156, 1364, 1466, 1388]
brand-logo: ಸಂಜೆ ಮುಗಿಲು bbox=[71, 11, 212, 45]
story-body: ಧಾರವಾಡ: ಧಾರವಾಡದ ಕರ್ನಾಟಕ ವಿವಿ ಪಠ್ಯ ಪುಸ್ತಕವೊಂದು ವಿವಾದಕ್ಕೀಡಾಗಿದೆ. ಬಿಕಾಂ ಪದವಿಯ ಕನ್ನಡ ಪಠ್ಯದಲ್ಲಿ ಸೇರಿಸಲಾದ ಲೇಖನದ ಬಗ್ಗೆ ಆಕ್ಷೇಪ ವ್ಯಕ್ತವಾಗಿದ್ದು, ವಿದ್ಯಾರ್ಥಿ ಸಂಘಟನೆಗಳು ಪ್ರತಿಭಟನೆ ನಡೆಸಿವೆ. ವಿವಾದವೇನು? ಪುಸ್ತಕದಲ್ಲಿ ರಾಷ್ಟ್ರೀಯ ನಾಯಕರ ಬಗ್ಗೆ ತಪ್ಪು ಮಾಹಿತಿ ನೀಡಲಾಗಿದೆ ಎಂದು ಆರೋಪಿಸಲಾಗಿದೆ. ಕೂಡಲೇ ಪಠ್ಯವನ್ನು ಹಿಂಪಡೆಯಬೇಕು ಎಂದು ಸಂಘಟನೆಗಳು ಒತ್ತಾಯಿಸಿವೆ. ಪಠ್ಯ ಪುಸ್ತಕ ವಿವಾದಕ್ಕೆ ಕಾರಣವೇನು? ಪುಸ್ತಕ ಸಮಿತಿಯ ಸದಸ್ಯರು ಪರಿಶೀಲನೆ ನಡೆಸದೆ ಲೇಖನ ಸೇರಿಸಿದ್ದಾರೆ ಎಂಬ ಆರೋಪ ಕೇಳಿಬಂದಿದೆ. ಕುಲಪತಿಗಳು ಈ ಕುರಿತು ಸ್ಪಷ್ಟನೆ ನೀಡಿದ್ದು, ಪರಿಶೀಲನಾ ಸಮಿತಿ ರಚಿಸುವುದಾಗಿ ತಿಳಿಸಿದ್ದಾರೆ. bbox=[1107, 1884, 1516, 2028]
masthead bbox=[8, 6, 316, 87]
headline: ದರ್ಶನ್ ಜಾಮೀನು ರದ್ದುಗೊಳಿಸಿ ಸುಪ್ರೀಂಗೆ 1492 ಪುಟಗಳ ದಾಖಲೆ ಸಲ್ಲಿಸಿದ ಪೊಲೀಸರು bbox=[736, 586, 1065, 668]
